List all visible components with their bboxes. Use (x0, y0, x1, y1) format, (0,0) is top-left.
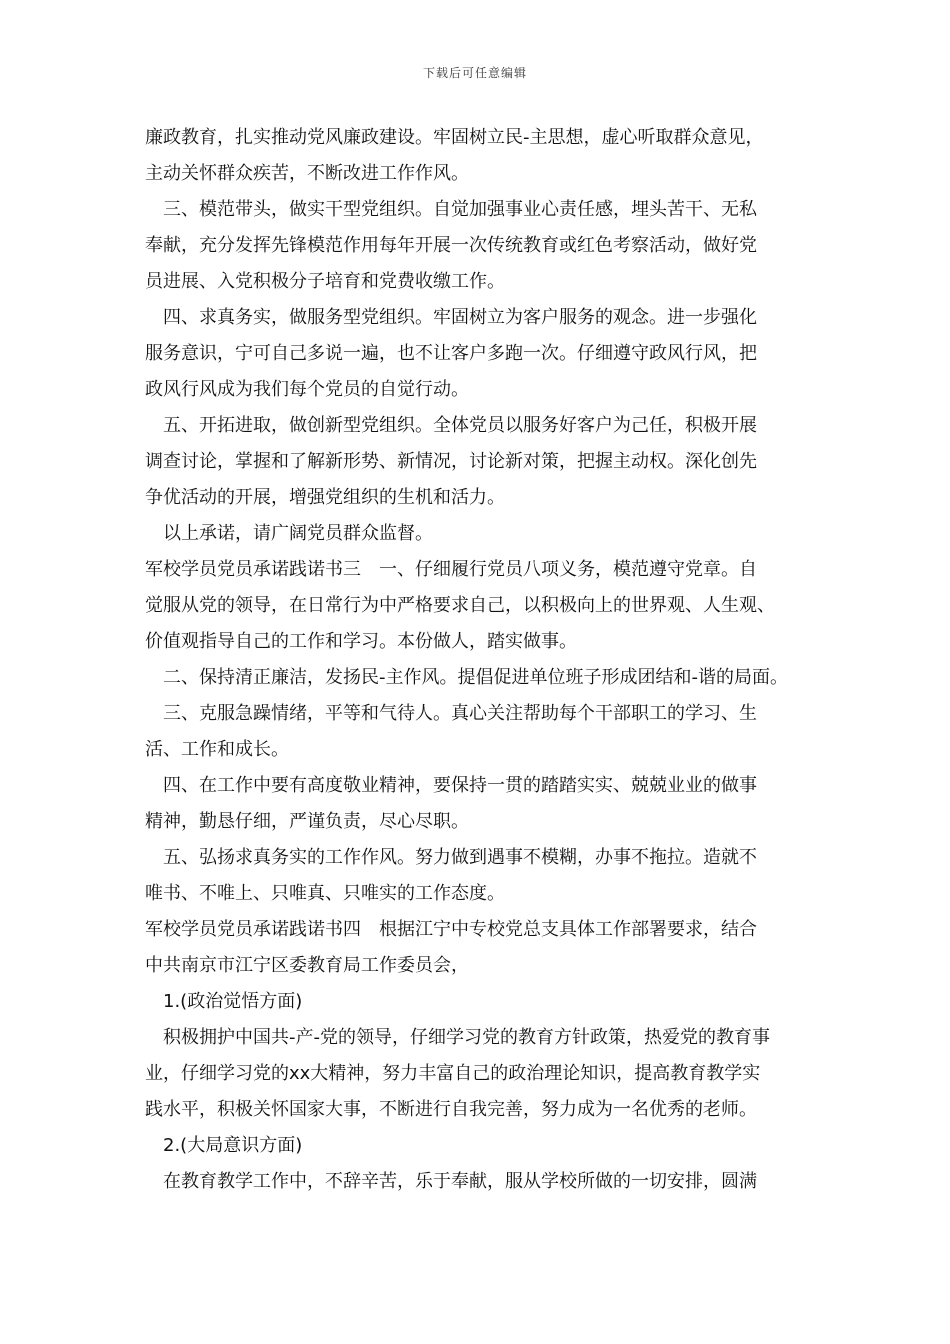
text-line: 唯书、不唯上、只唯真、只唯实的工作态度。 (145, 883, 505, 904)
text-line: 主动关怀群众疾苦，不断改进工作作风。 (145, 163, 469, 184)
text-line: 以上承诺，请广阔党员群众监督。 (163, 523, 433, 544)
text-line: 三、克服急躁情绪，平等和气待人。真心关注帮助每个干部职工的学习、生 (163, 703, 757, 724)
text-line: 调查讨论，掌握和了解新形势、新情况，讨论新对策，把握主动权。深化创先 (145, 451, 757, 472)
text-line: 1.(政治觉悟方面) (163, 991, 303, 1012)
text-line: 政风行风成为我们每个党员的自觉行动。 (145, 379, 469, 400)
document-body (145, 120, 817, 1200)
text-line: 活、工作和成长。 (145, 739, 289, 760)
text-line: 在教育教学工作中，不辞辛苦，乐于奉献，服从学校所做的一切安排，圆满 (163, 1171, 757, 1192)
text-line: 价值观指导自己的工作和学习。本份做人，踏实做事。 (145, 631, 577, 652)
text-line: 四、在工作中要有高度敬业精神，要保持一贯的踏踏实实、兢兢业业的做事 (163, 775, 757, 796)
text-line: 四、求真务实，做服务型党组织。牢固树立为客户服务的观念。进一步强化 (163, 307, 757, 328)
text-line: 积极拥护中国共-产-党的领导，仔细学习党的教育方针政策，热爱党的教育事 (163, 1027, 770, 1048)
text-line: 争优活动的开展，增强党组织的生机和活力。 (145, 487, 505, 508)
text-line: 2.(大局意识方面) (163, 1135, 303, 1156)
text-line: 廉政教育，扎实推动党风廉政建设。牢固树立民-主思想，虚心听取群众意见， (145, 127, 764, 148)
text-line: 业，仔细学习党的xx大精神，努力丰富自己的政治理论知识，提高教育教学实 (145, 1063, 761, 1084)
text-line: 觉服从党的领导，在日常行为中严格要求自己，以积极向上的世界观、人生观、 (145, 595, 775, 616)
text-line: 中共南京市江宁区委教育局工作委员会， (145, 955, 469, 976)
text-line: 三、模范带头，做实干型党组织。自觉加强事业心责任感，埋头苦干、无私 (163, 199, 757, 220)
text-line: 二、保持清正廉洁，发扬民-主作风。提倡促进单位班子形成团结和-谐的局面。 (163, 667, 788, 688)
text-line: 精神，勤恳仔细，严谨负责，尽心尽职。 (145, 811, 469, 832)
text-line: 员进展、入党积极分子培育和党费收缴工作。 (145, 271, 505, 292)
text-line: 军校学员党员承诺践诺书三 一、仔细履行党员八项义务，模范遵守党章。自 (145, 559, 757, 580)
page-header-note: 下载后可任意编辑 (422, 66, 527, 80)
text-line: 奉献，充分发挥先锋模范作用每年开展一次传统教育或红色考察活动，做好党 (145, 235, 757, 256)
text-line: 五、弘扬求真务实的工作作风。努力做到遇事不模糊，办事不拖拉。造就不 (163, 847, 757, 868)
text-line: 五、开拓进取，做创新型党组织。全体党员以服务好客户为己任，积极开展 (163, 415, 757, 436)
text-line: 践水平，积极关怀国家大事，不断进行自我完善，努力成为一名优秀的老师。 (145, 1099, 757, 1120)
text-line: 服务意识，宁可自己多说一遍，也不让客户多跑一次。仔细遵守政风行风，把 (145, 343, 757, 364)
text-line: 军校学员党员承诺践诺书四 根据江宁中专校党总支具体工作部署要求，结合 (145, 919, 757, 940)
